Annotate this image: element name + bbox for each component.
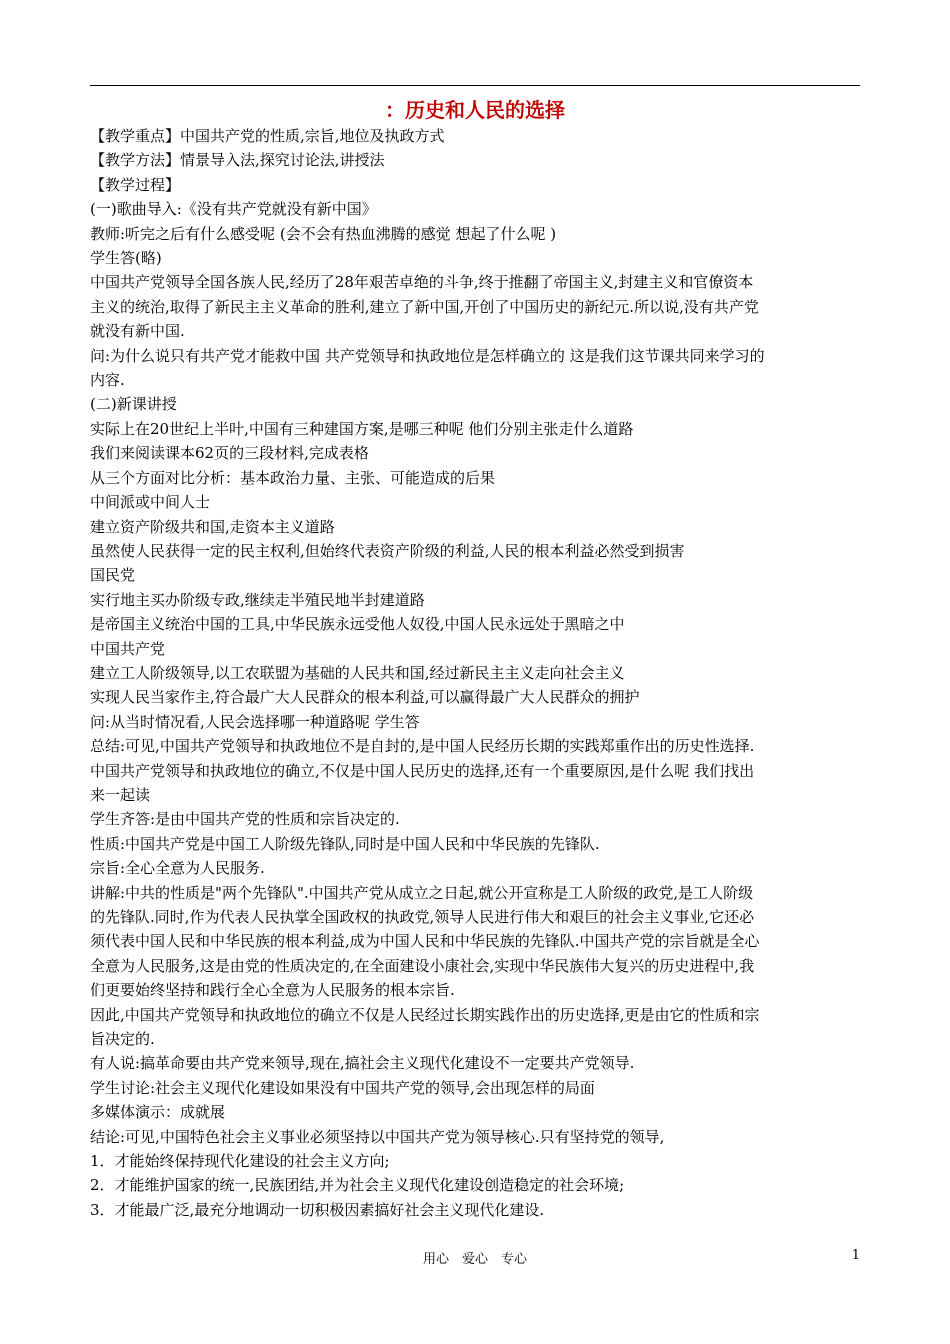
page-number: 1 — [851, 1248, 860, 1263]
page-footer — [90, 1248, 860, 1268]
text-line: 【教学重点】中国共产党的性质,宗旨,地位及执政方式 — [90, 127, 445, 145]
text-line: 主义的统治,取得了新民主主义革命的胜利,建立了新中国,开创了中国历史的新纪元.所以说,没有共产党 — [90, 297, 759, 316]
text-line: 有人说:搞革命要由共产党来领导,现在,搞社会主义现代化建设不一定要共产党领导. — [90, 1054, 635, 1073]
text-line: 2．才能维护国家的统一,民族团结,并为社会主义现代化建设创造稳定的社会环境; — [90, 1176, 625, 1195]
text-line: 来一起读 — [90, 785, 151, 804]
text-line: 结论:可见,中国特色社会主义事业必须坚持以中国共产党为领导核心.只有坚持党的领导, — [90, 1127, 665, 1146]
text-line: 从三个方面对比分析：基本政治力量、主张、可能造成的后果 — [90, 468, 496, 487]
text-line: 全意为人民服务,这是由党的性质决定的,在全面建设小康社会,实现中华民族伟大复兴的历史进程中,我 — [90, 956, 755, 975]
text-line: 中国共产党领导全国各族人民,经历了28年艰苦卓绝的斗争,终于推翻了帝国主义,封建主义和官僚资本 — [90, 273, 754, 292]
text-line: 们更要始终坚持和践行全心全意为人民服务的根本宗旨. — [90, 981, 455, 1000]
page-title: ：历史和人民的选择 — [385, 98, 565, 122]
text-line: 性质:中国共产党是中国工人阶级先锋队,同时是中国人民和中华民族的先锋队. — [90, 834, 600, 853]
text-line: 就没有新中国. — [90, 322, 185, 341]
text-line: 国民党 — [90, 566, 136, 585]
text-line: 实行地主买办阶级专政,继续走半殖民地半封建道路 — [90, 590, 425, 609]
text-line: 【教学过程】 — [90, 175, 181, 194]
text-line: 讲解:中共的性质是"两个先锋队".中国共产党从成立之日起,就公开宣称是工人阶级的政党,是工人阶级 — [90, 883, 754, 902]
text-line: 实际上在20世纪上半叶,中国有三种建国方案,是哪三种呢 他们分别主张走什么道路 — [90, 419, 634, 438]
text-line: (一)歌曲导入:《没有共产党就没有新中国》 — [90, 200, 377, 219]
text-line: 1．才能始终保持现代化建设的社会主义方向; — [90, 1152, 390, 1171]
document-body — [90, 124, 862, 1222]
footer-motto: 用心 爱心 专心 — [422, 1252, 527, 1267]
text-line: (二)新课讲授 — [90, 395, 177, 414]
text-line: 问:为什么说只有共产党才能救中国 共产党领导和执政地位是怎样确立的 这是我们这节课共同来学习的 — [90, 346, 765, 365]
text-line: 【教学方法】情景导入法,探究讨论法,讲授法 — [90, 151, 385, 170]
text-line: 旨决定的. — [90, 1030, 155, 1049]
text-line: 建立工人阶级领导,以工农联盟为基础的人民共和国,经过新民主主义走向社会主义 — [90, 663, 625, 682]
text-line: 因此,中国共产党领导和执政地位的确立不仅是人民经过长期实践作出的历史选择,更是由它的性质和宗 — [90, 1005, 760, 1024]
text-line: 学生齐答:是由中国共产党的性质和宗旨决定的. — [90, 810, 400, 829]
text-line: 实现人民当家作主,符合最广大人民群众的根本利益,可以赢得最广大人民群众的拥护 — [90, 688, 640, 707]
text-line: 3．才能最广泛,最充分地调动一切积极因素搞好社会主义现代化建设. — [90, 1200, 545, 1219]
text-line: 内容. — [90, 371, 125, 390]
text-line: 问:从当时情况看,人民会选择哪一种道路呢 学生答 — [90, 712, 420, 731]
text-line: 总结:可见,中国共产党领导和执政地位不是自封的,是中国人民经历长期的实践郑重作出的历史性选择. — [90, 737, 755, 756]
text-line: 中国共产党领导和执政地位的确立,不仅是中国人民历史的选择,还有一个重要原因,是什么呢 我们找出 — [90, 761, 755, 780]
text-line: 我们来阅读课本62页的三段材料,完成表格 — [90, 444, 369, 463]
header-rule — [90, 85, 860, 86]
text-line: 的先锋队.同时,作为代表人民执掌全国政权的执政党,领导人民进行伟大和艰巨的社会主义事业,它还必 — [90, 908, 755, 926]
text-line: 教师:听完之后有什么感受呢 (会不会有热血沸腾的感觉 想起了什么呢 ) — [90, 224, 557, 243]
text-line: 中间派或中间人士 — [90, 493, 211, 512]
text-line: 多媒体演示：成就展 — [90, 1103, 226, 1122]
text-line: 中国共产党 — [90, 639, 166, 658]
text-line: 宗旨:全心全意为人民服务. — [90, 859, 265, 878]
text-line: 学生答(略) — [90, 249, 162, 268]
text-line: 建立资产阶级共和国,走资本主义道路 — [90, 517, 335, 536]
text-line: 须代表中国人民和中华民族的根本利益,成为中国人民和中华民族的先锋队.中国共产党的宗旨就是全心 — [90, 932, 760, 951]
text-line: 虽然使人民获得一定的民主权利,但始终代表资产阶级的利益,人民的根本利益必然受到损害 — [90, 541, 685, 560]
text-line: 学生讨论:社会主义现代化建设如果没有中国共产党的领导,会出现怎样的局面 — [90, 1078, 595, 1097]
text-line: 是帝国主义统治中国的工具,中华民族永远受他人奴役,中国人民永远处于黑暗之中 — [90, 615, 625, 634]
